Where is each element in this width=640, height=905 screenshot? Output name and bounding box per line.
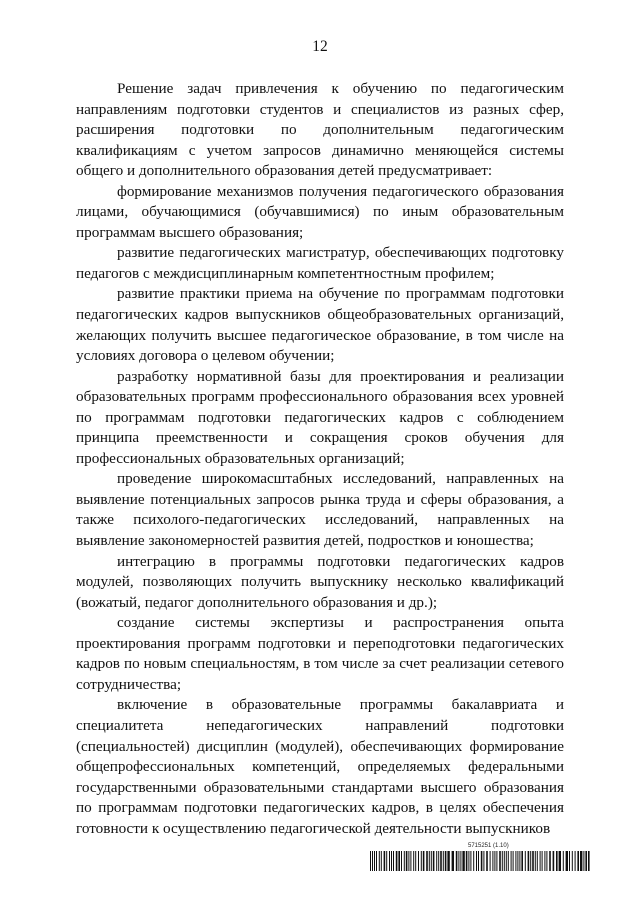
barcode-bar (370, 851, 371, 871)
barcode-bar (585, 851, 587, 871)
paragraph: Решение задач привлечения к обучению по педагогическим направлениям подготовки студентов и специалистов из разных сфер, расширения подготовки по дополнительным педагогическим квалификациям с учетом запросов динамично меняющейся системы общего и дополнительного образования детей предусматривает: (76, 80, 564, 180)
barcode-bar (508, 851, 509, 871)
barcode-bar (504, 851, 505, 871)
barcode-bar (421, 851, 422, 871)
barcode-bar (542, 851, 543, 871)
barcode-bar (468, 851, 469, 871)
barcode-bar (398, 851, 400, 871)
barcode-bar (462, 851, 464, 871)
barcode-bar (415, 851, 416, 871)
barcode-bar (494, 851, 495, 871)
paragraph: развитие педагогических магистратур, обеспечивающих подготовку педагогов с междисциплинарным компетентностным профилем; (76, 244, 564, 282)
barcode-bar (528, 851, 530, 871)
barcode-bar (544, 851, 545, 871)
paragraph: включение в образовательные программы бакалавриата и специалитета непедагогических направлений подготовки (специальностей) дисциплин (модулей), обеспечивающих формирование общепрофессиональных компетенций, определяемых федеральными государственными образовательными стандартами высшего образования по программам подготовки педагогических кадров, в целях обеспечения готовности к осуществлению педагогической деятельности выпускников (76, 696, 564, 837)
barcode-bar (563, 851, 564, 871)
barcode-bar (452, 851, 454, 871)
barcode-bar (549, 851, 551, 871)
barcode-bar (492, 851, 493, 871)
barcode-bar (401, 851, 402, 871)
barcode-bar (583, 851, 584, 871)
barcode-bar (406, 851, 408, 871)
barcode-bar (426, 851, 428, 871)
barcode-bar (440, 851, 442, 871)
barcode-bar (460, 851, 461, 871)
barcode-bar (556, 851, 558, 871)
document-body (76, 79, 564, 839)
barcode-bar (483, 851, 484, 871)
barcode-bar (374, 851, 375, 871)
paragraph: проведение широкомасштабных исследований, направленных на выявление потенциальных запросов рынка труда и сферы образования, а также психолого-педагогических исследований, направленных на выявление закономерностей развития детей, подростков и юношества; (76, 470, 564, 550)
barcode-bar (429, 851, 430, 871)
barcode-bar (575, 851, 576, 871)
barcode-bar (580, 851, 582, 871)
barcode-bar (577, 851, 579, 871)
paragraph: развитие практики приема на обучение по программам подготовки педагогических кадров выпускников общеобразовательных организаций, желающих получить высшее педагогическое образование, в том числе на условиях договора о целевом обучении; (76, 285, 564, 365)
barcode-bar (513, 851, 514, 871)
barcode-bar (433, 851, 435, 871)
barcode-bar (537, 851, 538, 871)
barcode-bar (423, 851, 425, 871)
barcode-bar (389, 851, 390, 871)
barcode-bar (391, 851, 392, 871)
barcode-bar (376, 851, 377, 871)
footer (370, 843, 590, 873)
paragraph: разработку нормативной базы для проектирования и реализации образовательных программ профессионального образования всех уровней по программам подготовки педагогических кадров с соблюдением принципа преемственности и сокращения сроков обучения для профессиональных образовательных организаций; (76, 367, 564, 467)
barcode-bar (502, 851, 503, 871)
barcode-bar (519, 851, 520, 871)
barcode-bar (559, 851, 561, 871)
barcode-bar (515, 851, 516, 871)
barcode-bar (443, 851, 444, 871)
barcode-bar (525, 851, 526, 871)
barcode-bar (456, 851, 458, 871)
barcode-bar (410, 851, 411, 871)
barcode-bar (553, 851, 555, 871)
paragraph: интеграцию в программы подготовки педагогических кадров модулей, позволяющих получить выпускнику несколько квалификаций (вожатый, педагог дополнительного образования и др.); (76, 552, 564, 611)
barcode-bar (517, 851, 518, 871)
barcode-bar (511, 851, 512, 871)
barcode-bar (438, 851, 439, 871)
barcode-bar (473, 851, 474, 871)
page-number: 12 (312, 38, 328, 55)
barcode-bar (372, 851, 373, 871)
barcode-bar (490, 851, 491, 871)
barcode-bar (418, 851, 419, 871)
barcode-bar (393, 851, 394, 871)
barcode-bar (496, 851, 497, 871)
barcode-bar (540, 851, 541, 871)
barcode-caption: 5715251 (1.10) (468, 843, 509, 849)
barcode-bar (379, 851, 380, 871)
barcode-bar (521, 851, 523, 871)
barcode-bar (566, 851, 568, 871)
barcode-bar (436, 851, 437, 871)
barcode-bar (546, 851, 547, 871)
barcode-bar (499, 851, 501, 871)
barcode-bar (466, 851, 468, 871)
barcode-bar (381, 851, 382, 871)
barcode-bar (478, 851, 479, 871)
barcode-bar (486, 851, 488, 871)
barcode-bar (458, 851, 459, 871)
barcode-bar (530, 851, 531, 871)
barcode-bar (408, 851, 409, 871)
barcode-bar (572, 851, 573, 871)
barcode-bar (445, 851, 447, 871)
barcode-bar (476, 851, 477, 871)
paragraph: создание системы экспертизы и распространения опыта проектирования программ подготовки и переподготовки педагогических кадров по новым специальностям, в том числе за счет реализации сетевого сотрудничества; (76, 614, 564, 693)
barcode-bar (506, 851, 507, 871)
barcode-bar (481, 851, 483, 871)
paragraph: формирование механизмов получения педагогического образования лицами, обучающимися (обучавшимися) по иным образовательным программам высшего образования; (76, 182, 564, 241)
barcode-bar (384, 851, 386, 871)
barcode-bar (470, 851, 471, 871)
barcode-bar (386, 851, 387, 871)
barcode-bar (413, 851, 414, 871)
barcode-bar (535, 851, 536, 871)
barcode-bar (532, 851, 534, 871)
barcode-bar (396, 851, 398, 871)
barcode-bar (431, 851, 432, 871)
barcode-bar (569, 851, 570, 871)
barcode-icon (370, 851, 590, 871)
barcode-bar (588, 851, 590, 871)
barcode-bar (447, 851, 449, 871)
barcode-bar (404, 851, 405, 871)
